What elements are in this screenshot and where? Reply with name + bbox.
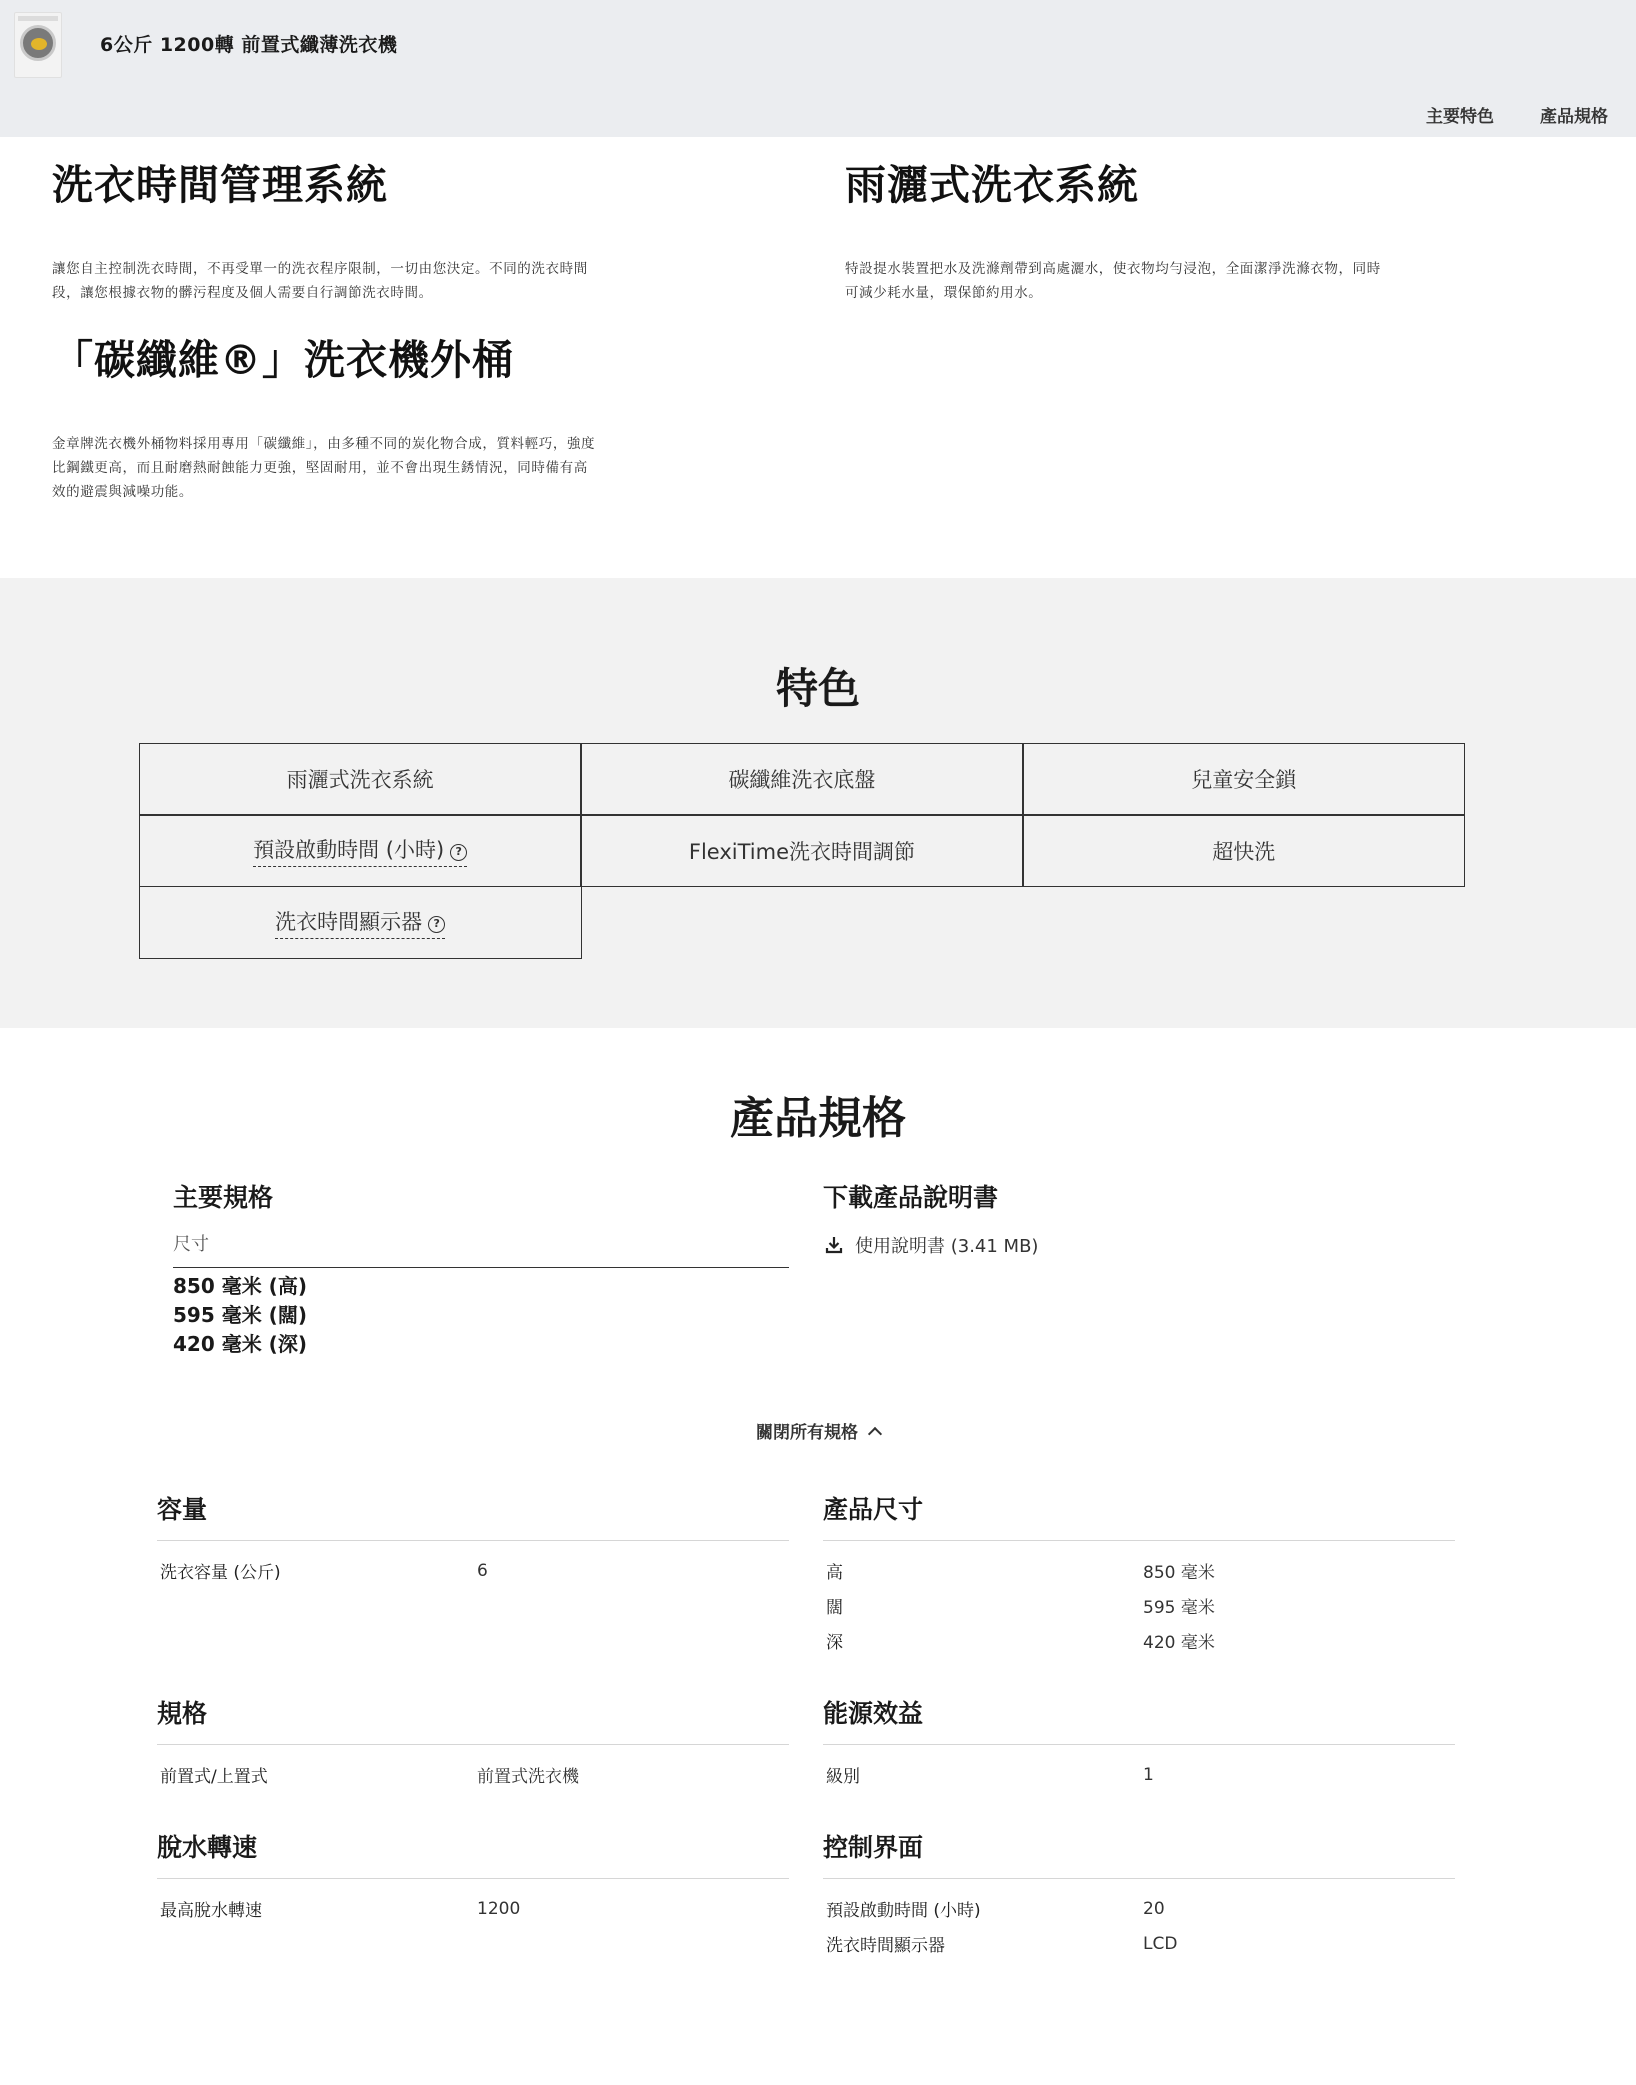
- highlight-item: 雨灑式洗衣系統: [139, 743, 582, 816]
- specs-title: 產品規格: [730, 1093, 906, 1144]
- highlights-title: 特色: [775, 664, 860, 713]
- highlights-grid: [140, 744, 1470, 959]
- key-specs-label: 尺寸: [173, 1230, 789, 1268]
- spec-row: 洗衣容量 (公斤) 6: [160, 1560, 488, 1583]
- nav-key-features[interactable]: 主要特色: [1426, 107, 1494, 127]
- feature-block: [845, 152, 1390, 305]
- highlights-section: [0, 578, 1636, 1028]
- spec-row: 闊 595 毫米: [826, 1598, 1215, 1618]
- washer-drum-graphic: [20, 25, 56, 61]
- product-title: 6公斤 1200轉 前置式纖薄洗衣機: [100, 34, 398, 56]
- spec-group-heading: 產品尺寸: [823, 1490, 1455, 1541]
- spec-row: 級別 1: [826, 1764, 1154, 1787]
- highlight-item[interactable]: [139, 814, 582, 887]
- manual-link-label: 使用說明書 (3.41 MB): [855, 1236, 1039, 1257]
- manual-download-link[interactable]: [823, 1232, 1038, 1258]
- spec-group-dimensions: [823, 1490, 1455, 1658]
- spec-group-heading: 控制界面: [823, 1828, 1455, 1879]
- feature-title: 洗衣時間管理系統: [52, 161, 388, 209]
- feature-description: 金章牌洗衣機外桶物料採用專用「碳纖維」，由多種不同的炭化物合成，質料輕巧，強度比鋼鐵更高，而且耐磨熱耐蝕能力更強，堅固耐用，並不會出現生銹情況，同時備有高效的避震與減噪功能。: [52, 436, 596, 500]
- spec-group-capacity: [157, 1490, 789, 1588]
- chevron-up-icon: [868, 1427, 882, 1441]
- highlight-item: 碳纖維洗衣底盤: [580, 743, 1023, 816]
- spec-group-heading: 規格: [157, 1694, 789, 1745]
- download-icon: [823, 1234, 845, 1256]
- highlight-item: FlexiTime洗衣時間調節: [580, 814, 1023, 887]
- key-specs-values: [173, 1272, 789, 1359]
- spec-group-spin: [157, 1828, 789, 1926]
- highlight-item: 超快洗: [1022, 814, 1465, 887]
- spec-group-energy: [823, 1694, 1455, 1792]
- key-specs-heading: 主要規格: [173, 1183, 274, 1212]
- spec-row: 高 850 毫米: [826, 1563, 1215, 1583]
- product-thumbnail[interactable]: [14, 12, 62, 78]
- spec-row: 預設啟動時間 (小時) 20: [826, 1898, 1165, 1921]
- spec-group-heading: 容量: [157, 1490, 789, 1541]
- section-nav: [1426, 102, 1608, 127]
- feature-title: 雨灑式洗衣系統: [845, 161, 1139, 209]
- spec-row: 洗衣時間顯示器 LCD: [826, 1933, 1178, 1956]
- help-icon[interactable]: ?: [428, 916, 445, 933]
- collapse-all-specs-button[interactable]: 關閉所有規格: [0, 1418, 1636, 1443]
- feature-title: 「碳纖維®」洗衣機外桶: [52, 336, 514, 384]
- spec-group-heading: 能源效益: [823, 1694, 1455, 1745]
- spec-group-heading: 脫水轉速: [157, 1828, 789, 1879]
- dimension-depth: 420 毫米 (深): [173, 1332, 307, 1356]
- spec-row: 前置式/上置式 前置式洗衣機: [160, 1767, 579, 1787]
- spec-row: 深 420 毫米: [826, 1633, 1215, 1653]
- download-section: [823, 1178, 1038, 1258]
- feature-block: [52, 327, 597, 504]
- dimension-width: 595 毫米 (闊): [173, 1303, 307, 1327]
- spec-group-type: [157, 1694, 789, 1792]
- header-bar: [0, 0, 1636, 137]
- feature-description: 讓您自主控制洗衣時間，不再受單一的洗衣程序限制，一切由您決定。不同的洗衣時間段，讓您根據衣物的髒污程度及個人需要自行調節洗衣時間。: [52, 261, 588, 301]
- highlight-tooltip-trigger[interactable]: 洗衣時間顯示器 ?: [275, 906, 445, 939]
- key-specs: [173, 1178, 789, 1359]
- feature-description: 特設提水裝置把水及洗滌劑帶到高處灑水，使衣物均勻浸泡，全面潔淨洗滌衣物，同時可減少耗水量，環保節約用水。: [845, 261, 1381, 301]
- highlight-item: 兒童安全鎖: [1022, 743, 1465, 816]
- highlight-tooltip-trigger[interactable]: 預設啟動時間 (小時) ?: [253, 834, 467, 867]
- spec-row: 最高脫水轉速 1200: [160, 1898, 521, 1921]
- help-icon[interactable]: ?: [450, 844, 467, 861]
- nav-specifications[interactable]: 產品規格: [1540, 107, 1608, 127]
- spec-group-controls: [823, 1828, 1455, 1961]
- control-panel-graphic: [18, 16, 58, 21]
- download-heading: 下載產品說明書: [823, 1183, 999, 1212]
- feature-block: [52, 152, 597, 305]
- dimension-height: 850 毫米 (高): [173, 1274, 307, 1298]
- highlight-item[interactable]: [139, 886, 582, 959]
